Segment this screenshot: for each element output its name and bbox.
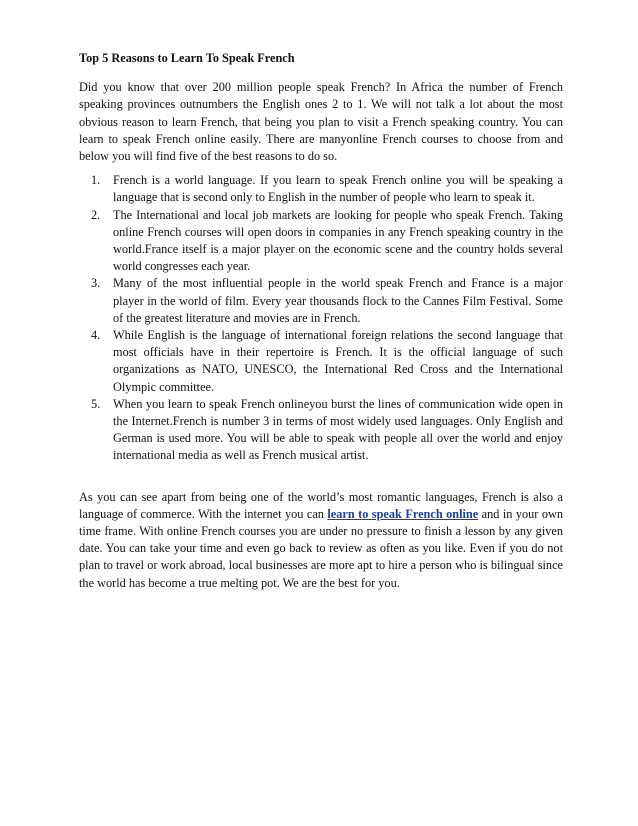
list-item bbox=[91, 275, 563, 327]
list-item-number: 3. bbox=[91, 276, 101, 291]
list-item-text: When you learn to speak French onlineyou burst the lines of communication wide open in the Internet.French is number 3 in terms of most widely used languages. Only English and German is used more. You will be able to speak with people all over the world and enjoy international media as well as French musical artist. bbox=[113, 396, 563, 463]
learn-french-online-link[interactable]: learn to speak French online bbox=[327, 506, 479, 521]
reasons-list bbox=[79, 172, 563, 464]
list-item bbox=[91, 172, 563, 206]
list-item-number: 2. bbox=[91, 207, 101, 222]
list-item-text: While English is the language of international foreign relations the second language that most officials have in their repertoire is French. It is the official language of such organizations as NATO, UNESCO, the International Red Cross and the International Olympic committee. bbox=[113, 328, 563, 394]
list-item-text: The International and local job markets are looking for people who speak French. Taking online French courses will open doors in companies in any French speaking country in the world.France itself is a major player on the economic scene and the country holds several world congresses each year. bbox=[113, 207, 563, 274]
list-item bbox=[91, 396, 563, 465]
list-item-number: 4. bbox=[91, 328, 101, 343]
closing-paragraph bbox=[79, 489, 563, 592]
list-item bbox=[91, 207, 563, 276]
list-item bbox=[91, 327, 563, 396]
list-item-number: 1. bbox=[91, 173, 101, 188]
document-title: Top 5 Reasons to Learn To Speak French bbox=[79, 51, 295, 65]
list-item-number: 5. bbox=[91, 396, 101, 411]
list-item-text: Many of the most influential people in the world speak French and France is a major player in the world of film. Every year thousands flock to the Cannes Film Festival. Some of the greatest literature and movies are in French. bbox=[113, 276, 563, 325]
intro-paragraph: Did you know that over 200 million people speak French? In Africa the number of French speaking provinces outnumbers the English ones 2 to 1. We will not talk a lot about the most obvious reason to learn French, that being you plan to visit a French speaking country. You can learn to speak French online easily. There are manyonline French courses to choose from and below you will find five of the best reasons to do so. bbox=[79, 80, 563, 164]
document-page bbox=[79, 50, 563, 592]
closing-text-after-link: and in your own time frame. With online French courses you are under no pressure to finish a lesson by any given date. You can take your time and even go back to review as often as you like. Even if you do not plan to travel or work abroad, local businesses are more apt to hire a person who is bilingual since the world has become a true melting pot. We are the best for you. bbox=[79, 506, 564, 590]
list-item-text: French is a world language. If you learn to speak French online you will be speaking a language that is second only to English in the number of people who learn to speak it. bbox=[113, 173, 563, 205]
closing-text-before-link: As you can see apart from being one of the world’s most romantic languages, French is also a language of commerce. With the internet you can bbox=[79, 489, 563, 521]
